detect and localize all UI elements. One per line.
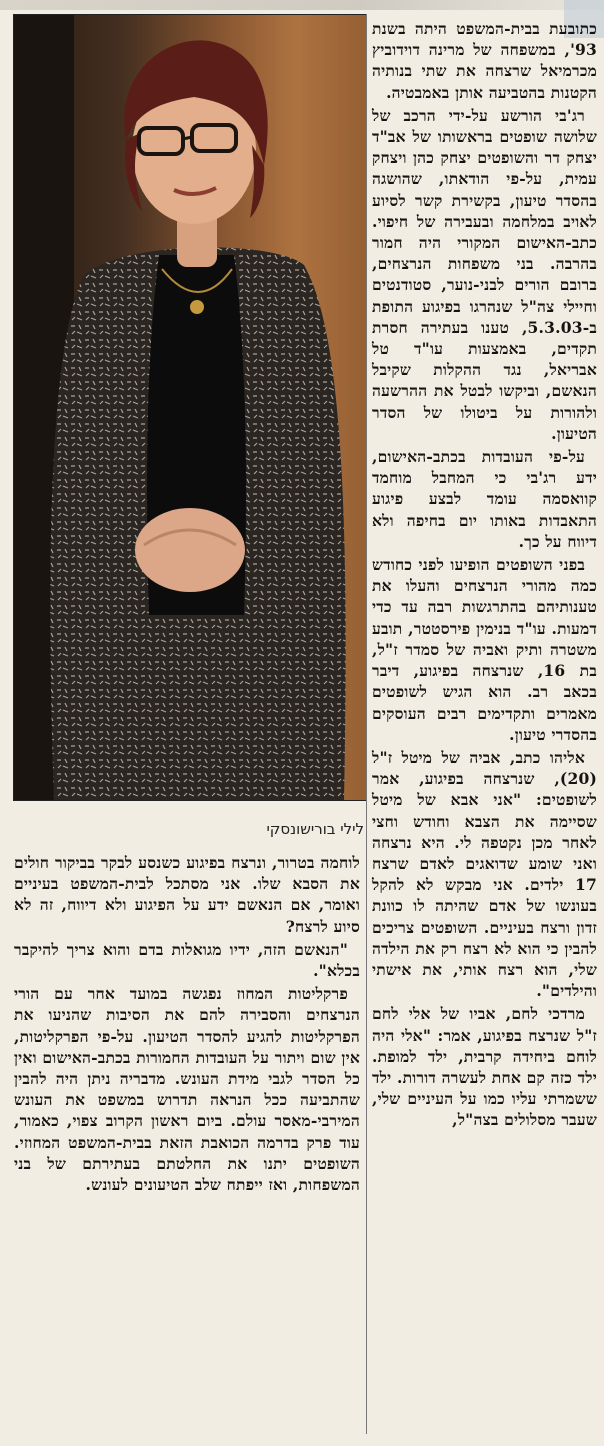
paragraph: "הנאשם הזה, ידיו מגואלות בדם והוא צריך להיקבר בכלא". (14, 939, 360, 981)
photo-credit: לילי בורישונסקי (266, 820, 364, 838)
article-column-left (14, 852, 360, 1197)
paragraph: לוחמה בטרור, ונרצח בפיגוע כשנסע לבקר בביקור חולים את הסבא שלו. אני מסתכל לבית-המשפט בעיניים ואומר, אם הנאשם ידע על הפיגוע ולא דיווח, זה לא סיוע לרצח? (14, 853, 360, 936)
article-column-right (372, 18, 597, 1133)
paragraph: פרקליטות המחוז נפגשה במועד אחר עם הורי הנרצחים והסבירה להם את הסיבות שהניעו את הפרקליטות להגיע להסדר הטיעון. על-פי הפרקליטות, אין שום ויתור על העובדות החמורות בכתב-האישום ואין כל הסדר לגבי מידת העונש. מדבריה ניתן היה להבין שהתביעה ככל הנראה תדרוש במשפט את העונש המירבי-מאסר עולם. ביום ראשון הקרוב צפוי, כאמור, עוד פרק בדרמה הכואבת הזאת בבית-המשפט המחוזי. השופטים יתנו את החלטתם בעתירתם של בני המשפחות, ואז ייפתח שלב הטיעונים לעונש. (14, 984, 360, 1195)
paragraph: על-פי העובדות בכתב-האישום, ידע רג'בי כי המחבל מוחמד קוואסמה עומד לבצע פיגוע התאבדות באותו יום בחיפה ולא דיווח על כך. (372, 447, 597, 551)
portrait-photo (13, 14, 367, 801)
portrait-illustration (14, 15, 366, 800)
paragraph: בפני השופטים הופיעו לפני כחודש כמה מהורי הנרצחים והעלו את טענותיהם בהתרגשות רבה עד כדי דמעות. עו"ד בנימין פירסטטר, תובע משטרה ותיק ואביה של סמדר ז"ל, בת 16, שנרצחה בפיגוע, דיבר בכאב רב. הוא הגיש לשופטים מאמרים ותקדימים רבים העוסקים בהסדרי טיעון. (372, 555, 597, 744)
column-divider (366, 14, 367, 1434)
paragraph: כתובעת בבית-המשפט היתה בשנת 93', במשפחה של מרינה דוידוביץ מכרמיאל שרצחה את שתי בנותיה הקטנות בהטביעה אותן באמבטיה. (372, 19, 597, 102)
paragraph: אליהו כתב, אביה של מיטל ז"ל (20), שנרצחה בפיגוע, אמר לשופטים: "אני אבא של מיטל שסיימה את הצבא וחודש וחצי לאחר מכן נקטפה לי. היא נרצחה ואני שומע שדואגים לאדם שרצח 17 ילדים. אני מבקש לא להקל בעונשו של אדם שהיתה לו כוונת זדון ורצח בעיניים. השופטים צריכים להבין כי הוא לא רצח רק את הילדה שלי, הוא רצח אותי, את אישתי והילדים". (372, 747, 597, 1001)
paragraph: מרדכי לחם, אביו של אלי לחם ז"ל שנרצח בפיגוע, אמר: "אלי היה לוחם ביחידה קרבית, ילד למופת. ילד כזה קם אחת לעשרה דורות. ילד ששמרתי עליו כמו על העיניים שלי, שעבר מסלולים בצה"ל, (372, 1004, 597, 1130)
paragraph: רג'בי הורשע על-ידי הרכב של שלושה שופטים בראשותו של אב"ד יצחק דר והשופטים יצחק כהן ויצחק עמית, על-פי הודאתו, שהושגה בהסדר טיעון, בקשירת קשר לסיוע לאויב במלחמה ובעבירה של חיפוי. כתב-האישום המקורי היה חמור בהרבה. בני משפחות הנרצחים, ברובם הורים לבני-נוער, סטודנטים וחיילי צה"ל שנהרגו בפיגוע התופת ב-5.3.03, טענו בעתירה חסרת תקדים, באמצעות עו"ד טל אבריאל, נגד ההקלות שקיבל הנאשם, וביקשו לבטל את ההרשעה ולהורות על ביטולו של הסדר הטיעון. (372, 105, 597, 443)
top-strip (0, 0, 604, 10)
